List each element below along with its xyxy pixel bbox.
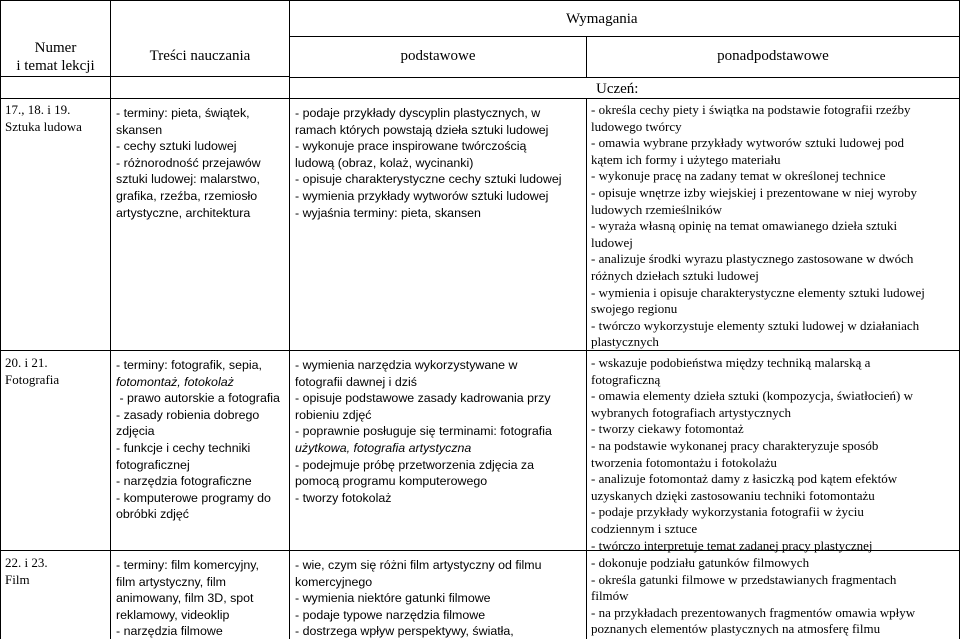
header-student: Uczeń: <box>596 81 639 97</box>
requirement-line: komercyjnego <box>295 574 373 589</box>
content-line: - terminy: film komercyjny, <box>116 558 259 572</box>
requirement-line: kątem ich formy i użytego materiału <box>591 151 781 167</box>
requirement-line: - wykonuje prace inspirowane twórczością <box>295 139 527 154</box>
row-1-basic <box>295 105 585 221</box>
requirement-line: plastycznych <box>591 334 659 350</box>
requirement-line: - na podstawie wykonanej pracy charakteryzuje sposób <box>591 437 879 453</box>
requirement-line: filmów <box>591 588 629 604</box>
requirement-line: - podaje przykłady wykorzystania fotografii w życiu <box>591 504 864 520</box>
header-sub-divider <box>289 36 960 37</box>
row-1-number: 17., 18. i 19. <box>5 102 71 117</box>
content-line: fotomontaż, fotokolaż <box>116 374 234 389</box>
content-line: - terminy: fotografik, sepia, <box>116 358 262 372</box>
row-1-topic <box>5 102 109 135</box>
row-2-number: 20. i 21. <box>5 355 48 370</box>
row-3-number: 22. i 23. <box>5 555 48 570</box>
requirement-line: - poprawnie posługuje się terminami: fotografia <box>295 424 552 439</box>
row-1-extended <box>591 102 958 351</box>
requirement-line: - tworzy fotokolaż <box>295 490 392 505</box>
requirement-line: - tworzy ciekawy fotomontaż <box>591 421 744 437</box>
requirement-line: - określa cechy piety i świątka na podstawie fotografii rzeźby <box>591 102 911 117</box>
requirement-line: - opisuje charakterystyczne cechy sztuki ludowej <box>295 172 562 187</box>
requirement-line: pomocą programu komputerowego <box>295 474 488 489</box>
content-line: zdjęcia <box>116 424 155 439</box>
header-number-topic: Numer i temat lekcji <box>16 40 95 74</box>
requirement-line: - dostrzega wpływ perspektywy, światła, <box>295 624 514 639</box>
requirement-line: ludowego twórcy <box>591 118 682 134</box>
content-line: - zasady robienia dobrego <box>116 407 260 422</box>
requirement-line: wybranych fotografiach artystycznych <box>591 404 791 420</box>
requirement-line: tworzenia fotomontażu i fotokolażu <box>591 454 777 470</box>
content-line: - komputerowe programy do <box>116 490 271 505</box>
requirement-line: robieniu zdjęć <box>295 407 372 422</box>
row-3-extended <box>591 555 958 638</box>
requirement-line: - twórczo wykorzystuje elementy sztuki ludowej w działaniach <box>591 317 920 333</box>
content-line: fotograficznej <box>116 457 190 472</box>
requirement-line: ludową (obraz, kolaż, wycinanki) <box>295 155 474 170</box>
requirement-line: - wie, czym się różni film artystyczny od filmu <box>295 558 542 572</box>
requirement-line: - podejmuje próbę przetworzenia zdjęcia za <box>295 457 534 472</box>
content-line: - funkcje i cechy techniki <box>116 440 251 455</box>
requirement-line: - wymienia przykłady wytworów sztuki ludowej <box>295 188 549 203</box>
requirement-line: - wykonuje pracę na zadany temat w określonej technice <box>591 168 886 184</box>
requirement-line: ramach których powstają dzieła sztuki ludowej <box>295 122 549 137</box>
header-bottom-left <box>0 76 289 77</box>
row-3-basic <box>295 557 585 640</box>
content-line: - narzędzia filmowe <box>116 624 223 639</box>
requirement-line: - analizuje środki wyrazu plastycznego zastosowane w dwóch <box>591 251 914 267</box>
content-line: animowany, film 3D, spot <box>116 591 254 606</box>
requirement-line: ludowej <box>591 234 633 250</box>
requirement-line: - omawia wybrane przykłady wytworów sztuki ludowej pod <box>591 135 905 151</box>
requirement-line: użytkowa, fotografia artystyczna <box>295 440 472 455</box>
requirement-line: uzyskanych dzięki zastosowaniu techniki fotomontażu <box>591 487 875 503</box>
row-1-content <box>116 105 288 221</box>
content-line: grafika, rzeźba, rzemiosło <box>116 188 258 203</box>
requirement-line: poznanych elementów plastycznych na atmosferę filmu <box>591 621 881 637</box>
header-content: Treści nauczania <box>149 48 251 64</box>
requirement-line: - wyjaśnia terminy: pieta, skansen <box>295 205 481 220</box>
requirement-line: ludowych rzemieślników <box>591 201 723 217</box>
row-1-title: Sztuka ludowa <box>5 118 82 134</box>
header-extended: ponadpodstawowe <box>717 48 829 64</box>
header-requirements: Wymagania <box>566 11 638 27</box>
requirement-line: - podaje typowe narzędzia filmowe <box>295 607 486 622</box>
requirement-line: swojego regionu <box>591 301 678 317</box>
requirement-line: - wyraża własną opinię na temat omawianego dzieła sztuki <box>591 218 898 234</box>
requirement-line: fotograficzną <box>591 371 661 387</box>
header-bottom <box>0 98 960 99</box>
content-line: sztuki ludowej: malarstwo, <box>116 172 260 187</box>
requirement-line: - na przykładach prezentowanych fragmentów omawia wpływ <box>591 604 916 620</box>
table-border-top <box>0 0 960 1</box>
requirement-line: - twórczo interpretuje temat zadanej pracy plastycznej <box>591 537 873 553</box>
content-line: - prawo autorskie a fotografia <box>116 391 280 406</box>
content-line: skansen <box>116 122 163 137</box>
row-2-basic <box>295 357 585 506</box>
table-border-left <box>0 0 1 639</box>
content-line: reklamowy, videoklip <box>116 607 230 622</box>
row-2-extended <box>591 355 958 554</box>
header-student-divider <box>289 77 960 78</box>
requirement-line: - wskazuje podobieństwa między techniką malarską a <box>591 355 871 370</box>
requirement-line: - omawia elementy dzieła sztuki (kompozycja, światłocień) w <box>591 388 913 404</box>
row-3-topic <box>5 555 109 588</box>
requirement-line: - analizuje fotomontaż damy z łasiczką pod kątem efektów <box>591 471 898 487</box>
content-line: artystyczne, architektura <box>116 205 251 220</box>
requirement-line: różnych dziełach sztuki ludowej <box>591 267 759 283</box>
row-3-content <box>116 557 288 640</box>
requirement-line: codziennym i sztuce <box>591 520 698 536</box>
requirement-line: - opisuje podstawowe zasady kadrowania przy <box>295 391 551 406</box>
requirement-line: - wymienia i opisuje charakterystyczne elementy sztuki ludowej <box>591 284 925 300</box>
requirement-line: - określa gatunki filmowe w przedstawianych fragmentach <box>591 571 897 587</box>
content-line: - terminy: pieta, świątek, <box>116 106 250 120</box>
requirement-line: - wymienia niektóre gatunki filmowe <box>295 591 491 606</box>
row-2-topic <box>5 355 109 388</box>
content-line: - różnorodność przejawów <box>116 155 261 170</box>
content-line: - cechy sztuki ludowej <box>116 139 237 154</box>
content-line: film artystyczny, film <box>116 574 226 589</box>
header-basic: podstawowe <box>400 48 476 64</box>
col-divider-1 <box>110 0 111 639</box>
requirement-line: - dokonuje podziału gatunków filmowych <box>591 555 810 570</box>
requirement-line: fotografii dawnej i dziś <box>295 374 417 389</box>
row-3-title: Film <box>5 571 30 587</box>
content-line: - narzędzia fotograficzne <box>116 474 252 489</box>
col-divider-3 <box>586 98 587 639</box>
requirement-line: - wymienia narzędzia wykorzystywane w <box>295 358 518 372</box>
row-2-title: Fotografia <box>5 371 60 387</box>
requirement-line: - podaje przykłady dyscyplin plastycznych, w <box>295 106 541 120</box>
content-line: obróbki zdjęć <box>116 507 190 522</box>
requirement-line: - opisuje wnętrze izby wiejskiej i prezentowane w niej wyroby <box>591 184 917 200</box>
row-2-content <box>116 357 288 523</box>
